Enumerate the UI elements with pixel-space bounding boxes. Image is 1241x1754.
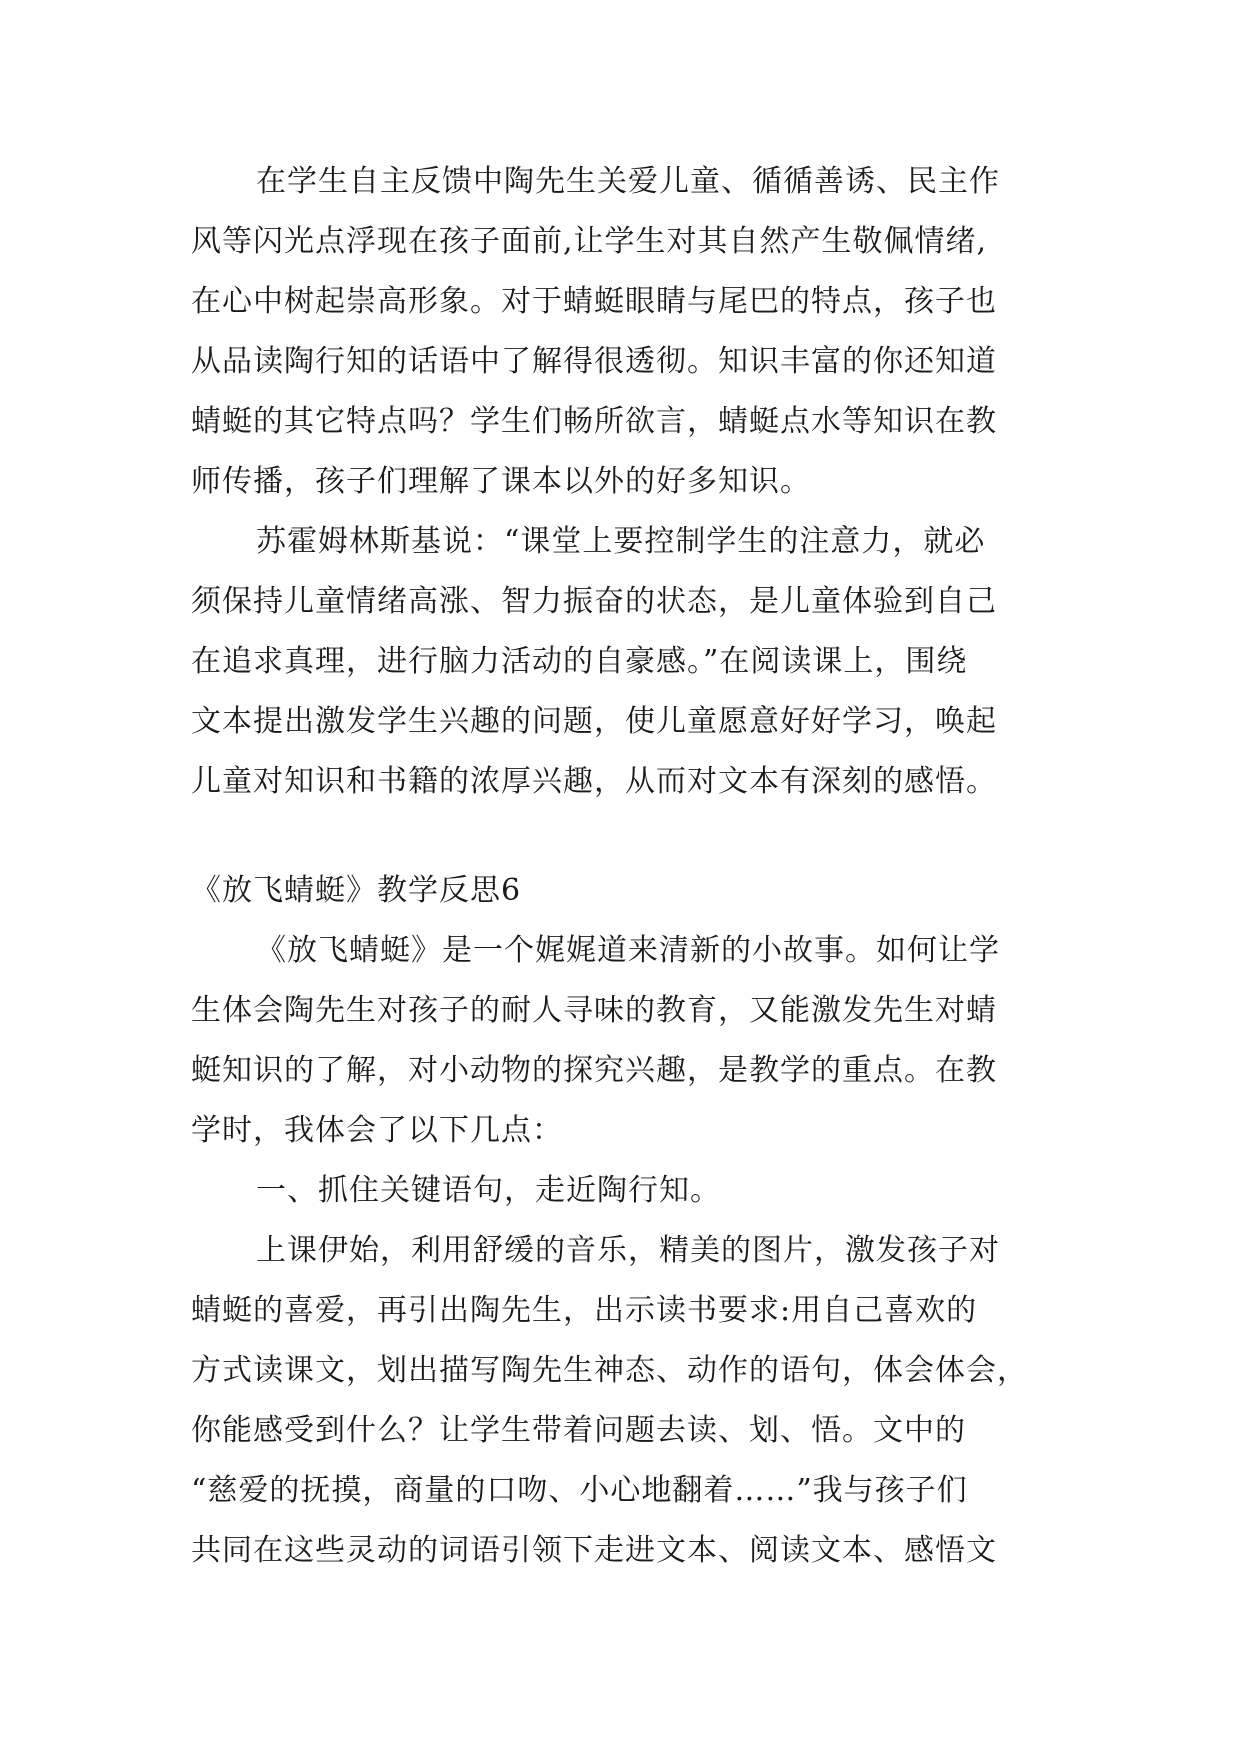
- paragraph-line: 蜻蜓的喜爱，再引出陶先生，出示读书要求:用自己喜欢的: [191, 1293, 978, 1328]
- paragraph-line: 蜓知识的了解，对小动物的探究兴趣，是教学的重点。在教: [191, 1053, 997, 1088]
- paragraph-line: 你能感受到什么？让学生带着问题去读、划、悟。文中的: [191, 1413, 966, 1448]
- paragraph-line: 风等闪光点浮现在孩子面前,让学生对其自然产生敬佩情绪,: [191, 224, 988, 259]
- paragraph-line: 共同在这些灵动的词语引领下走进文本、阅读文本、感悟文: [191, 1533, 997, 1568]
- paragraph-line: 生体会陶先生对孩子的耐人寻味的教育，又能激发先生对蜻: [191, 993, 997, 1028]
- paragraph-line: 蜻蜓的其它特点吗？学生们畅所欲言，蜻蜓点水等知识在教: [191, 404, 997, 439]
- paragraph-line: 苏霍姆林斯基说：“课堂上要控制学生的注意力，就必: [256, 524, 986, 559]
- paragraph-line: 须保持儿童情绪高涨、智力振奋的状态，是儿童体验到自己: [191, 584, 997, 619]
- section-heading: 《放飞蜻蜓》教学反思6: [191, 873, 522, 908]
- paragraph-line: 从品读陶行知的话语中了解得很透彻。知识丰富的你还知道: [191, 344, 997, 379]
- paragraph-line: 《放飞蜻蜓》是一个娓娓道来清新的小故事。如何让学: [256, 933, 1000, 968]
- paragraph-line: 儿童对知识和书籍的浓厚兴趣，从而对文本有深刻的感悟。: [191, 764, 997, 799]
- paragraph-line: 在心中树起崇高形象。对于蜻蜓眼睛与尾巴的特点，孩子也: [191, 284, 997, 319]
- paragraph-line: 学时，我体会了以下几点：: [191, 1113, 563, 1148]
- paragraph-line: 在追求真理，进行脑力活动的自豪感。”在阅读课上，围绕: [191, 644, 968, 679]
- paragraph-line: 方式读课文，划出描写陶先生神态、动作的语句，体会体会，: [191, 1353, 1028, 1388]
- paragraph-line: 在学生自主反馈中陶先生关爱儿童、循循善诱、民主作: [256, 164, 1000, 199]
- paragraph-line: 师传播，孩子们理解了课本以外的好多知识。: [191, 464, 811, 499]
- paragraph-line: 文本提出激发学生兴趣的问题，使儿童愿意好好学习，唤起: [191, 704, 997, 739]
- paragraph-line: “慈爱的抚摸，商量的口吻、小心地翻着……”我与孩子们: [191, 1473, 968, 1508]
- paragraph-line: 上课伊始，利用舒缓的音乐，精美的图片，激发孩子对: [256, 1233, 1000, 1268]
- subheading-line: 一、抓住关键语句，走近陶行知。: [256, 1173, 721, 1208]
